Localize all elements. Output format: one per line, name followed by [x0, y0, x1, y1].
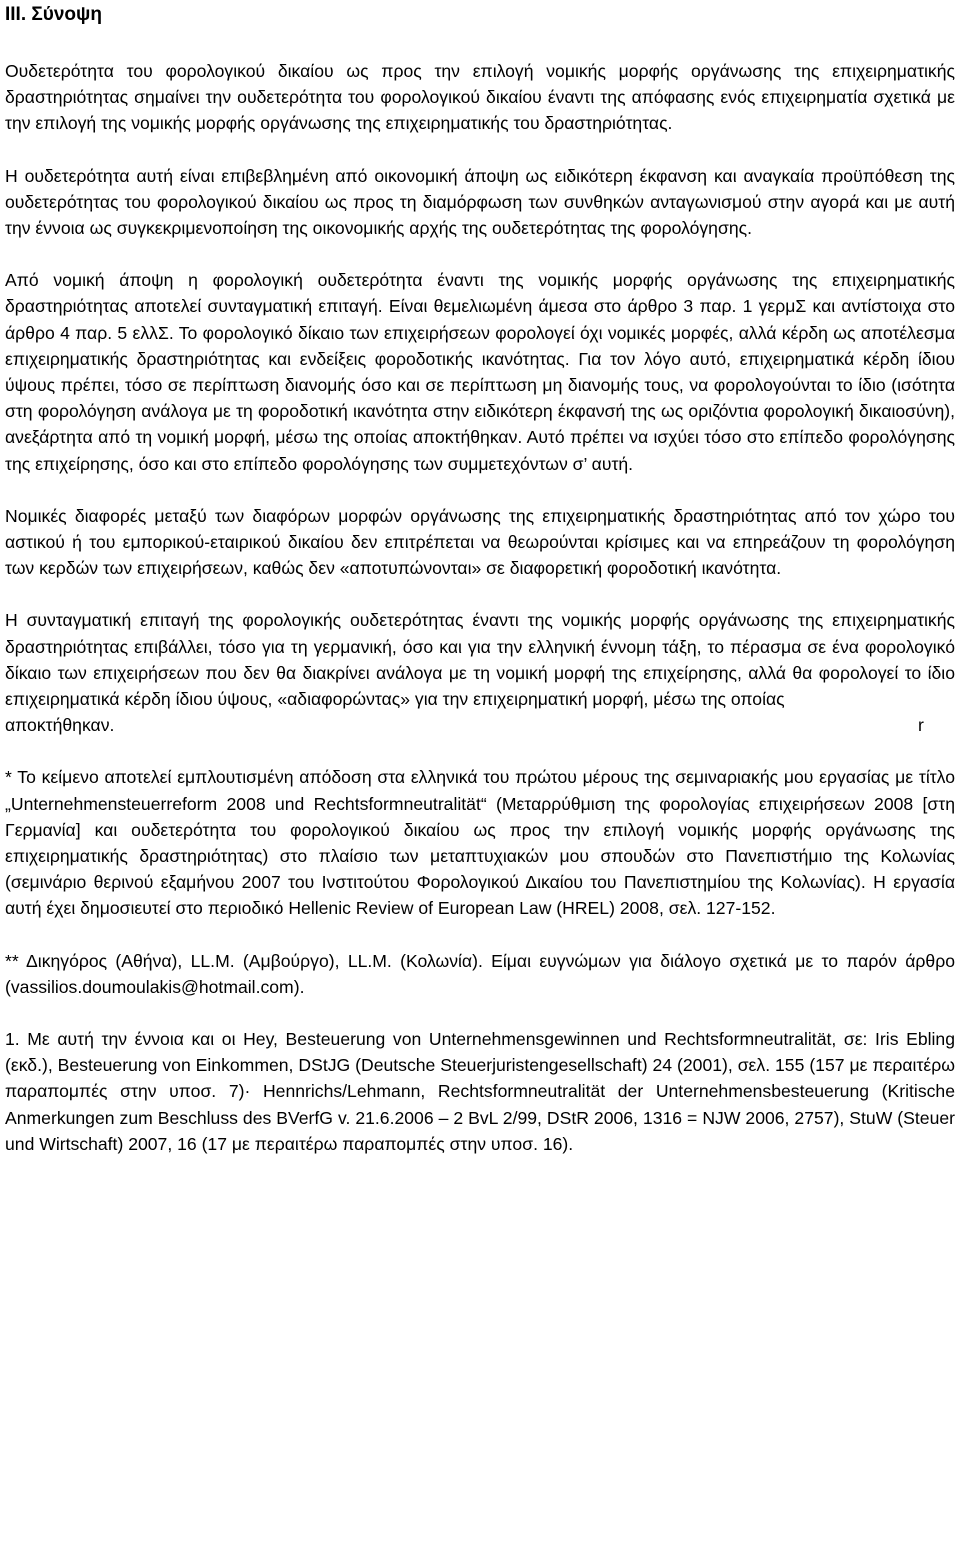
- paragraph-neutrality-definition: Ουδετερότητα του φορολογικού δικαίου ως προς την επιλογή νομικής μορφής οργάνωσης της επιχειρηματικής δραστηριότητας σημαίνει την ουδετερότητα του φορολογικού δικαίου έναντι της απόφασης ενός επιχειρηματία σχετικά με την επιλογή της νομικής μορφής οργάνωσης της επιχειρηματικής του δραστηριότητας.: [5, 61, 955, 134]
- paragraph-constitutional-mandate-last-line: [5, 712, 955, 738]
- footnote-1: 1. Με αυτή την έννοια και οι Hey, Besteuerung von Unternehmensgewinnen und Rechtsformneutralität, σε: Iris Ebling (εκδ.), Besteuerung von Einkommen, DStJG (Deutsche Steuerjuristengesellschaft) 24 (2001), σελ. 155 (157 με περαιτέρω παραπομπές στην υποσ. 7)· Hennrichs/Lehmann, Rechtsformneutralität der Unternehmensbesteuerung (Kritische Anmerkungen zum Beschluss des BVerfG v. 21.6.2006 – 2 BvL 2/99, DStR 2006, 1316 = NJW 2006, 2757), StuW (Steuer und Wirtschaft) 2007, 16 (17 με περαιτέρω παραπομπές στην υποσ. 16).: [5, 1029, 955, 1154]
- paragraph-economic-justification: Η ουδετερότητα αυτή είναι επιβεβλημένη από οικονομική άποψη ως ειδικότερη έκφανση και αναγκαία προϋπόθεση της ουδετερότητας του φορολογικού δικαίου ως προς τη διαμόρφωση των συνθηκών ανταγωνισμού στην αγορά και με αυτή την έννοια ως συγκεκριμενοποίηση της οικονομικής αρχής της ουδετερότητας της φορολόγησης.: [5, 165, 955, 239]
- section-heading: III. Σύνοψη: [5, 4, 102, 25]
- footnote-double-star: ** Δικηγόρος (Αθήνα), LL.M. (Αμβούργο), LL.M. (Κολωνία). Είμαι ευγνώμων για διάλογο σχετικά με το παρόν άρθρο (vassilios.doumoulakis@hotmail.com).: [5, 950, 955, 997]
- paragraph-constitutional-mandate: Η συνταγματική επιταγή της φορολογικής ουδετερότητας έναντι της νομικής μορφής οργάνωσης της επιχειρηματικής δραστηριότητας επιβάλλει, τόσο για τη γερμανική, όσο και για την ελληνική έννομη τάξη, το πέρασμα σε ένα φορολογικό δίκαιο των επιχειρήσεων που δεν θα διακρίνει ανάλογα με τη νομική μορφή της επιχείρησης, αλλά θα φορολογεί το ίδιο επιχειρηματικά κέρδη ίδιου ύψους, «αδιαφορώντας» για την επιχειρηματική μορφή, μέσω της οποίας: [5, 610, 955, 710]
- document-page: [5, 0, 955, 1157]
- stray-mark: r: [918, 715, 924, 736]
- paragraph-constitutional-basis: Από νομική άποψη η φορολογική ουδετερότητα έναντι της νομικής μορφής οργάνωσης της επιχειρηματικής δραστηριότητας αποτελεί συνταγματική επιταγή. Είναι θεμελιωμένη άμεσα στο άρθρο 3 παρ. 1 γερμΣ και αντίστοιχα στο άρθρο 4 παρ. 5 ελλΣ. Το φορολογικό δίκαιο των επιχειρήσεων φορολογεί όχι νομικές μορφές, αλλά κέρδη ως αποτέλεσμα επιχειρηματικής δραστηριότητας και ενδείξεις φοροδοτικής ικανότητας. Για τον λόγο αυτό, επιχειρηματικά κέρδη ίδιου ύψους πρέπει, τόσο σε περίπτωση διανομής όσο και σε περίπτωση μη διανομής τους, να φορολογούνται το ίδιο (ισότητα στη φορολόγηση ανάλογα με τη φοροδοτική ικανότητα στην ειδικότερη έκφανσή της ως οριζόντια φορολογική δικαιοσύνη), ανεξάρτητα από τη νομική μορφή, μέσω της οποίας αποκτήθηκαν. Αυτό πρέπει να ισχύει τόσο στο επίπεδο φορολόγησης της επιχείρησης, όσο και στο επίπεδο φορολόγησης των συμμετεχόντων σ’ αυτή.: [5, 270, 955, 474]
- footnote-star: * Το κείμενο αποτελεί εμπλουτισμένη απόδοση στα ελληνικά του πρώτου μέρους της σεμιναριακής μου εργασίας με τίτλο „Unternehmensteuerreform 2008 und Rechtsformneutralität“ (Μεταρρύθμιση της φορολογίας επιχειρήσεων 2008 [στη Γερμανία] και ουδετερότητα του φορολογικού δικαίου ως προς την επιλογή νομικής μορφής οργάνωσης της επιχειρηματικής δραστηριότητας) στο πλαίσιο των μεταπτυχιακών μου σπουδών στο Πανεπιστήμιο της Κολωνίας (σεμινάριο θερινού εξαμήνου 2007 του Ινστιτούτου Φορολογικού Δικαίου του Πανεπιστημίου της Κολωνίας). Η εργασία αυτή έχει δημοσιευτεί στο περιοδικό Hellenic Review of European Law (HREL) 2008, σελ. 127-152.: [5, 767, 955, 919]
- last-line-text: αποκτήθηκαν.: [5, 715, 115, 736]
- paragraph-legal-differences: Νομικές διαφορές μεταξύ των διαφόρων μορφών οργάνωσης της επιχειρηματικής δραστηριότητας από τον χώρο του αστικού ή του εμπορικού-εταιρικού δικαίου δεν επιτρέπεται να θεωρούνται κρίσιμες και να επηρεάζουν τη φορολόγηση των κερδών των επιχειρήσεων, καθώς δεν «αποτυπώνονται» σε διαφορετική φοροδοτική ικανότητα.: [5, 505, 955, 579]
